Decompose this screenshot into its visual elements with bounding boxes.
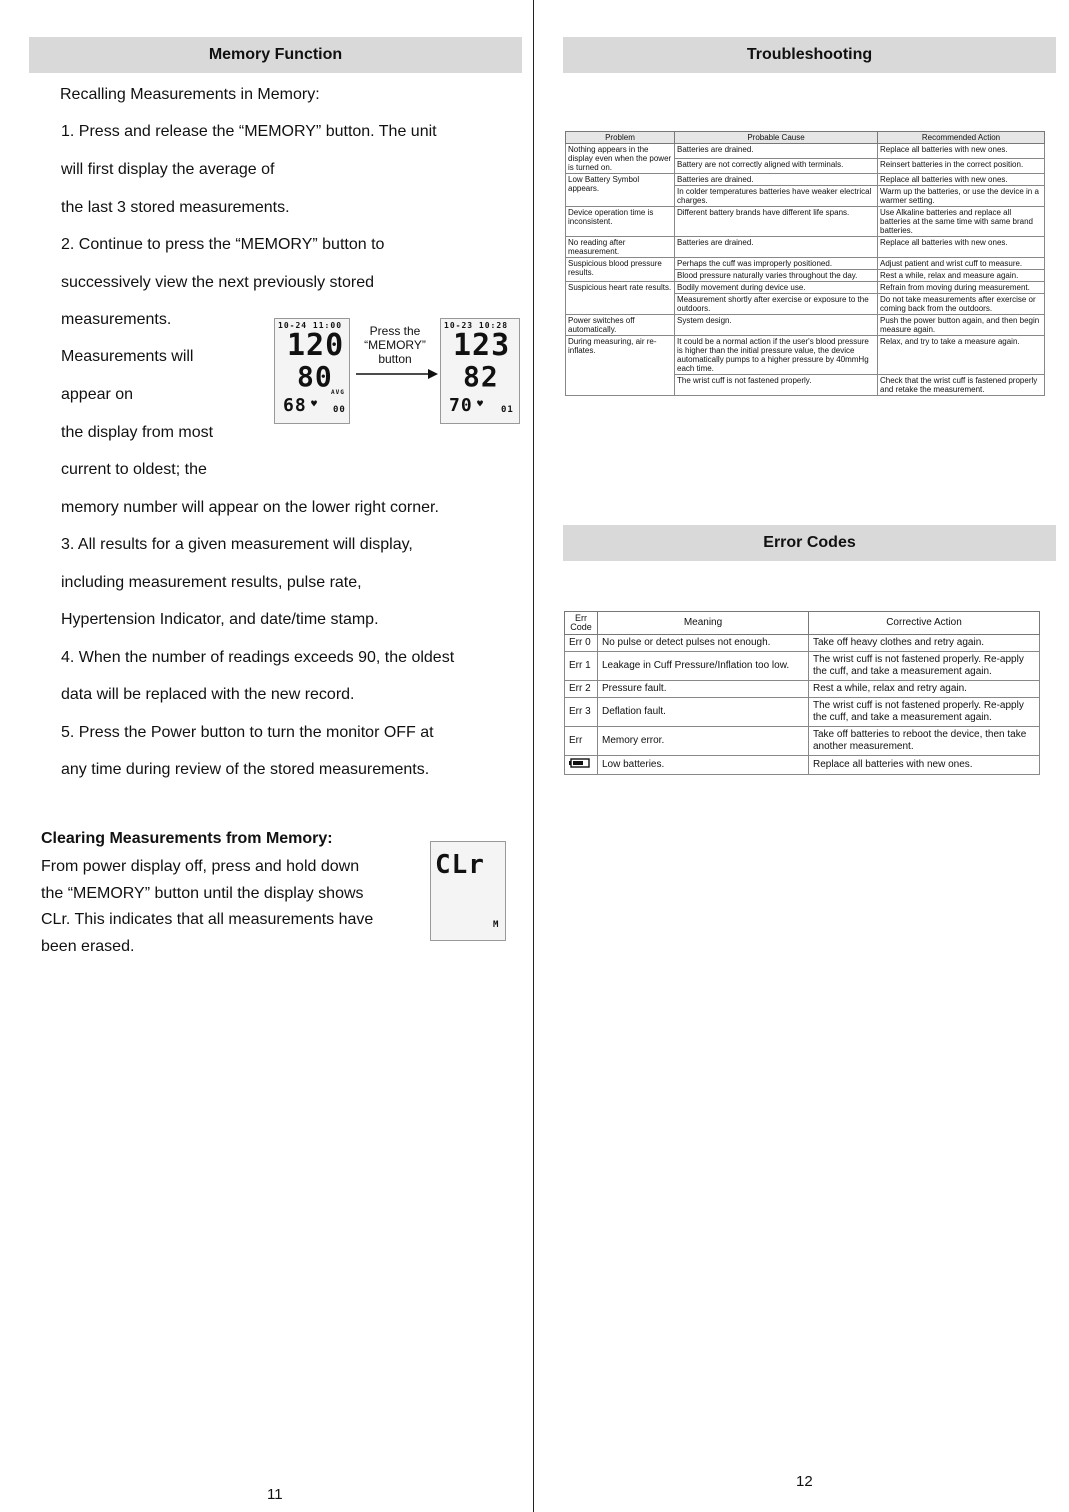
instruction-line: 2. Continue to press the “MEMORY” button to <box>61 236 385 253</box>
cause-cell: System design. <box>675 315 878 336</box>
problem-cell: Nothing appears in the display even when the power is turned on. <box>566 144 675 174</box>
error-code-cell: Err 3 <box>565 698 598 727</box>
cause-cell: It could be a normal action if the user's blood pressure is higher than the initial pressure value, the device automatically pumps to a higher pressure by 40mmHg each time. <box>675 336 878 375</box>
cause-cell: Different battery brands have different life spans. <box>675 207 878 237</box>
instruction-line: including measurement results, pulse rate, <box>61 574 362 591</box>
lcd-display-previous <box>440 318 520 424</box>
troubleshooting-table <box>565 131 1045 396</box>
lcd-date: 10-24 <box>278 321 308 330</box>
instruction-line: will first display the average of <box>61 161 275 178</box>
table-row <box>565 635 1040 652</box>
problem-cell: During measuring, air re-inflates. <box>566 336 675 396</box>
corrective-action-cell: Replace all batteries with new ones. <box>809 756 1040 775</box>
lcd-pulse: 68 <box>283 395 307 416</box>
action-cell: Replace all batteries with new ones. <box>878 174 1045 186</box>
heart-icon: ♥ <box>477 399 485 410</box>
meaning-cell: Leakage in Cuff Pressure/Inflation too low. <box>598 652 809 681</box>
table-row <box>565 727 1040 756</box>
table-row <box>565 698 1040 727</box>
instruction-line: appear on <box>61 386 134 403</box>
action-cell: Refrain from moving during measurement. <box>878 282 1045 294</box>
instruction-line: Hypertension Indicator, and date/time stamp. <box>61 611 379 628</box>
column-header: Meaning <box>598 612 809 635</box>
arrow-right-icon <box>354 368 438 380</box>
lcd-time: 11:00 <box>312 321 343 330</box>
table-row <box>566 282 1045 294</box>
clearing-line: been erased. <box>41 938 135 955</box>
instruction-line: data will be replaced with the new record. <box>61 686 355 703</box>
action-cell: Replace all batteries with new ones. <box>878 144 1045 159</box>
column-header: Recommended Action <box>878 132 1045 144</box>
cause-cell: Blood pressure naturally varies throughout the day. <box>675 270 878 282</box>
error-codes-header: Error Codes <box>563 525 1056 561</box>
memory-recall-figure <box>274 318 520 424</box>
troubleshooting-header: Troubleshooting <box>563 37 1056 73</box>
cause-cell: Perhaps the cuff was improperly positioned. <box>675 258 878 270</box>
corrective-action-cell: The wrist cuff is not fastened properly. Re-apply the cuff, and take a measurement again. <box>809 698 1040 727</box>
lcd-date: 10-23 <box>444 321 474 330</box>
lcd-avg-tag: AVG <box>331 389 345 396</box>
problem-cell: Device operation time is inconsistent. <box>566 207 675 237</box>
clr-text: CLr <box>435 850 485 880</box>
lcd-systolic: 123 <box>453 328 511 363</box>
instruction-line: successively view the next previously stored <box>61 274 375 291</box>
table-row <box>565 756 1040 775</box>
instruction-line: any time during review of the stored measurements. <box>61 761 430 778</box>
cause-cell: Batteries are drained. <box>675 237 878 258</box>
page-number-left: 11 <box>267 1486 283 1503</box>
page-number-right: 12 <box>796 1473 813 1490</box>
lcd-display-average <box>274 318 350 424</box>
cause-cell: Battery are not correctly aligned with terminals. <box>675 159 878 174</box>
table-row <box>566 258 1045 270</box>
column-header: Corrective Action <box>809 612 1040 635</box>
error-code-cell: Err 2 <box>565 681 598 698</box>
action-cell: Reinsert batteries in the correct position. <box>878 159 1045 174</box>
table-row <box>565 681 1040 698</box>
error-code-cell: Err 1 <box>565 652 598 681</box>
action-cell: Rest a while, relax and measure again. <box>878 270 1045 282</box>
page-divider <box>533 0 534 1512</box>
instruction-line: measurements. <box>61 311 172 328</box>
corrective-action-cell: Take off batteries to reboot the device, then take another measurement. <box>809 727 1040 756</box>
lcd-memory-number: 00 <box>333 405 346 415</box>
corrective-action-cell: The wrist cuff is not fastened properly. Re-apply the cuff, and take a measurement again. <box>809 652 1040 681</box>
recall-title: Recalling Measurements in Memory: <box>60 86 320 103</box>
problem-cell: No reading after measurement. <box>566 237 675 258</box>
table-row <box>566 237 1045 258</box>
column-header: Err Code <box>565 612 598 635</box>
action-cell: Do not take measurements after exercise or coming back from the outdoors. <box>878 294 1045 315</box>
clr-mem-indicator: M <box>493 920 500 930</box>
instruction-line: memory number will appear on the lower right corner. <box>61 499 439 516</box>
table-row <box>566 207 1045 237</box>
lcd-pulse: 70 <box>449 395 473 416</box>
cause-cell: Batteries are drained. <box>675 174 878 186</box>
meaning-cell: Low batteries. <box>598 756 809 775</box>
lcd-diastolic: 82 <box>463 360 499 393</box>
problem-cell: Power switches off automatically. <box>566 315 675 336</box>
problem-cell: Suspicious heart rate results. <box>566 282 675 315</box>
instruction-line: 5. Press the Power button to turn the monitor OFF at <box>61 724 434 741</box>
lcd-time: 10:28 <box>478 321 509 330</box>
corrective-action-cell: Take off heavy clothes and retry again. <box>809 635 1040 652</box>
cause-cell: Measurement shortly after exercise or exposure to the outdoors. <box>675 294 878 315</box>
instruction-line: Measurements will <box>61 348 194 365</box>
clearing-line: CLr. This indicates that all measurements have <box>41 911 374 928</box>
instruction-line: 4. When the number of readings exceeds 90, the oldest <box>61 649 455 666</box>
instruction-line: the display from most <box>61 424 214 441</box>
cause-cell: The wrist cuff is not fastened properly. <box>675 375 878 396</box>
problem-cell: Suspicious blood pressure results. <box>566 258 675 282</box>
table-row <box>566 174 1045 186</box>
cause-cell: Bodily movement during device use. <box>675 282 878 294</box>
memory-function-header: Memory Function <box>29 37 522 73</box>
action-cell: Push the power button again, and then begin measure again. <box>878 315 1045 336</box>
instruction-line: the last 3 stored measurements. <box>61 199 290 216</box>
clr-lcd-display <box>430 841 506 941</box>
error-codes-table <box>564 611 1040 775</box>
meaning-cell: No pulse or detect pulses not enough. <box>598 635 809 652</box>
error-code-cell <box>565 756 598 775</box>
error-code-cell: Err <box>565 727 598 756</box>
action-cell: Relax, and try to take a measure again. <box>878 336 1045 375</box>
instruction-line: current to oldest; the <box>61 461 207 478</box>
table-row <box>566 336 1045 375</box>
error-code-cell: Err 0 <box>565 635 598 652</box>
battery-icon <box>569 758 591 768</box>
table-row <box>565 652 1040 681</box>
lcd-memory-number: 01 <box>501 405 514 415</box>
clearing-line: From power display off, press and hold down <box>41 858 360 875</box>
instruction-line: 3. All results for a given measurement will display, <box>61 536 413 553</box>
clearing-line: the “MEMORY” button until the display shows <box>41 885 364 902</box>
meaning-cell: Pressure fault. <box>598 681 809 698</box>
heart-icon: ♥ <box>311 399 319 410</box>
corrective-action-cell: Rest a while, relax and retry again. <box>809 681 1040 698</box>
lcd-systolic: 120 <box>287 328 345 363</box>
action-cell: Check that the wrist cuff is fastened properly and retake the measurement. <box>878 375 1045 396</box>
action-cell: Use Alkaline batteries and replace all batteries at the same time with same brand batteries. <box>878 207 1045 237</box>
lcd-diastolic: 80 <box>297 360 333 393</box>
action-cell: Adjust patient and wrist cuff to measure. <box>878 258 1045 270</box>
action-cell: Warm up the batteries, or use the device in a warmer setting. <box>878 186 1045 207</box>
problem-cell: Low Battery Symbol appears. <box>566 174 675 207</box>
table-row <box>566 144 1045 159</box>
cause-cell: Batteries are drained. <box>675 144 878 159</box>
meaning-cell: Memory error. <box>598 727 809 756</box>
column-header: Probable Cause <box>675 132 878 144</box>
instruction-line: 1. Press and release the “MEMORY” button. The unit <box>61 123 437 140</box>
press-memory-label: Press the “MEMORY” button <box>364 324 426 366</box>
meaning-cell: Deflation fault. <box>598 698 809 727</box>
clearing-title: Clearing Measurements from Memory: <box>41 830 333 847</box>
column-header: Problem <box>566 132 675 144</box>
cause-cell: In colder temperatures batteries have weaker electrical charges. <box>675 186 878 207</box>
table-row <box>566 315 1045 336</box>
action-cell: Replace all batteries with new ones. <box>878 237 1045 258</box>
